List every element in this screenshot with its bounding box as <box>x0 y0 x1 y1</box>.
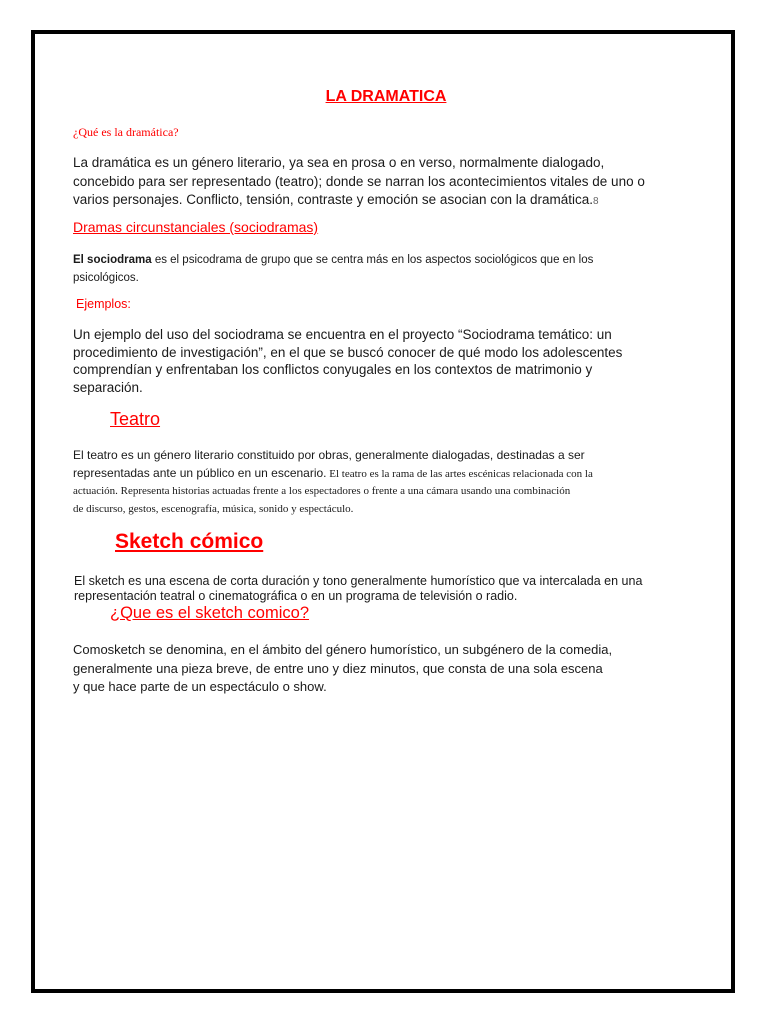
intro-line: La dramática es un género literario, ya sea en prosa o en verso, normalmente dialogado, <box>73 155 605 170</box>
heading-sketch-comico: Sketch cómico <box>115 530 264 553</box>
sketch-line: representación teatral o cinematográfica o en un programa de televisión o radio. <box>74 588 518 603</box>
intro-line: varios personajes. Conflicto, tensión, contraste y emoción se asocian con la dramática.8 <box>73 192 599 207</box>
sociodrama-term: El sociodrama <box>73 254 152 266</box>
comosketch-line: generalmente una pieza breve, de entre uno y diez minutos, que consta de una sola escena <box>73 660 603 676</box>
example-line: procedimiento de investigación”, en el que se buscó conocer de qué modo los adolescentes <box>73 344 623 360</box>
example-line: Un ejemplo del uso del sociodrama se encuentra en el proyecto “Sociodrama temático: un <box>73 327 612 342</box>
document-title: LA DRAMATICA <box>325 88 447 105</box>
sociodrama-paragraph <box>73 252 593 287</box>
sketch-line: El sketch es una escena de corta duración y tono generalmente humorístico que va intercalada en una <box>74 574 643 588</box>
question-dramatica: ¿Qué es la dramática? <box>73 125 179 139</box>
teatro-line: actuación. Representa historias actuadas frente a los espectadores o frente a una cámara usando una combinación <box>73 485 571 497</box>
heading-dramas-circunstanciales: Dramas circunstanciales (sociodramas) <box>73 219 319 235</box>
teatro-paragraph <box>73 447 593 518</box>
example-line: separación. <box>73 379 143 395</box>
footnote-marker: 8 <box>593 196 599 207</box>
heading-teatro: Teatro <box>110 409 161 429</box>
sketch-paragraph <box>74 574 642 603</box>
comosketch-line: Comosketch se denomina, en el ámbito del género humorístico, un subgénero de la comedia, <box>73 642 613 657</box>
sociodrama-line: psicológicos. <box>73 271 139 284</box>
example-line: comprendían y enfrentaban los conflictos conyugales en los contextos de matrimonio y <box>73 362 593 377</box>
teatro-line: representadas ante un público en un escenario. El teatro es la rama de las artes escénicas relacionada con la <box>73 465 593 480</box>
teatro-line: El teatro es un género literario constituido por obras, generalmente dialogadas, destinadas a ser <box>73 448 585 462</box>
heading-que-es-sketch: ¿Que es el sketch comico? <box>110 604 309 622</box>
comosketch-paragraph <box>73 641 612 697</box>
comosketch-line: y que hace parte de un espectáculo o show. <box>73 679 327 694</box>
ejemplos-label: Ejemplos: <box>76 297 131 311</box>
intro-line: concebido para ser representado (teatro); donde se narran los acontecimientos vitales de uno o <box>73 173 645 189</box>
intro-paragraph <box>73 154 645 212</box>
example-paragraph <box>73 326 622 396</box>
teatro-line: de discurso, gestos, escenografía, música, sonido y espectáculo. <box>73 502 354 515</box>
sociodrama-line: El sociodrama es el psicodrama de grupo que se centra más en los aspectos sociológicos que en los <box>73 254 594 266</box>
